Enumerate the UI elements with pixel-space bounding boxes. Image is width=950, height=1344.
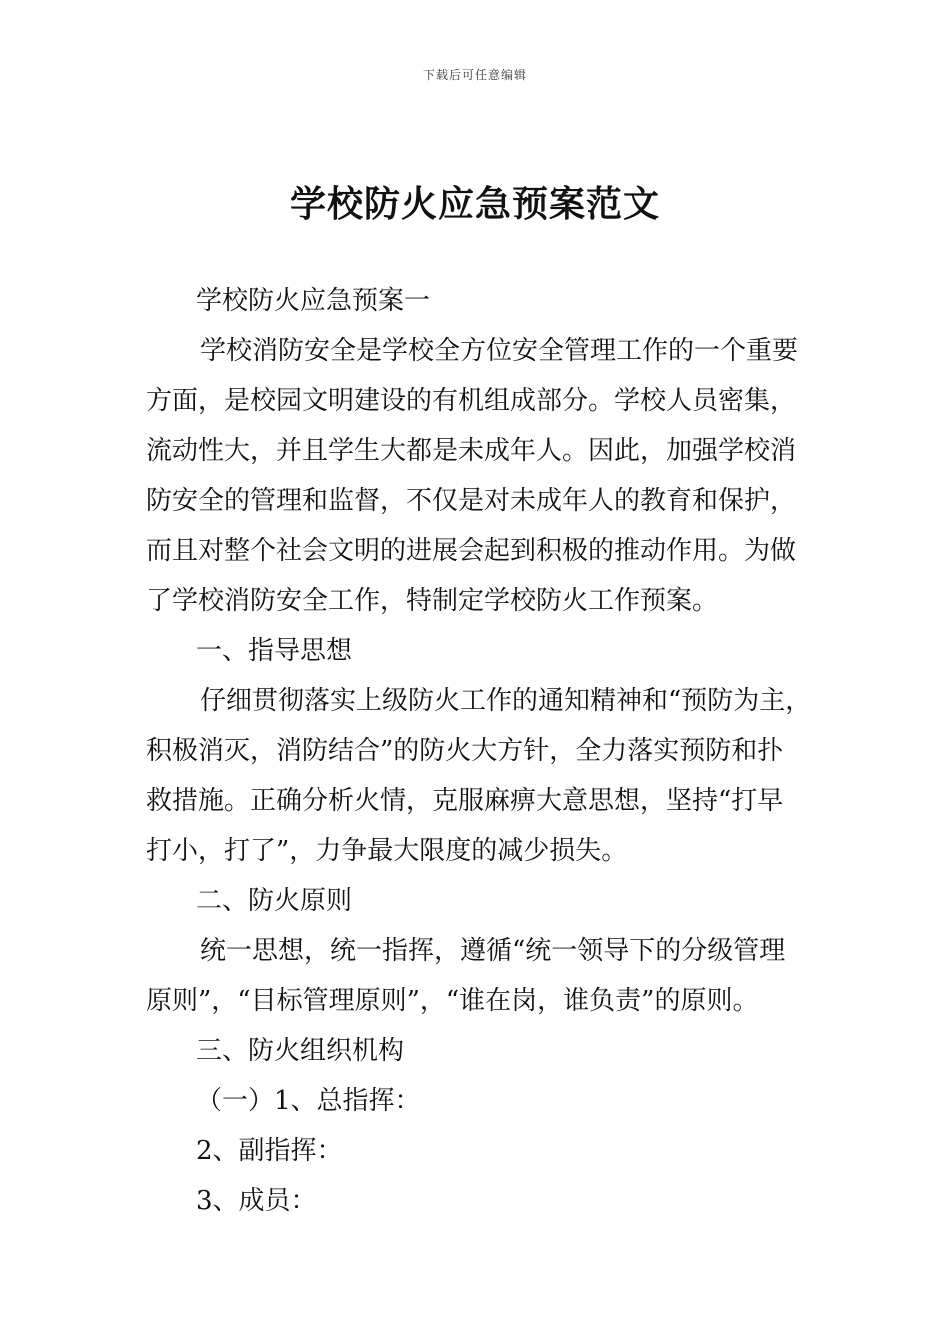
paragraph-line: 仔细贯彻落实上级防火工作的通知精神和“预防为主， xyxy=(200,686,812,716)
paragraph-line: 而且对整个社会文明的进展会起到积极的推动作用。为做 xyxy=(146,536,797,566)
list-item-deputy-commander: 2、副指挥： xyxy=(196,1136,343,1166)
document-title: 学校防火应急预案范文 xyxy=(289,184,660,225)
paragraph-line: 原则”，“目标管理原则”，“谁在岗，谁负责”的原则。 xyxy=(146,986,759,1016)
list-item-commander: （一）1、总指挥： xyxy=(196,1086,421,1116)
paragraph-line: 打小，打了”，力争最大限度的减少损失。 xyxy=(146,836,628,866)
paragraph-line: 救措施。正确分析火情，克服麻痹大意思想，坚持“打早 xyxy=(146,786,784,816)
section-heading-guiding-thought: 一、指导思想 xyxy=(196,636,353,666)
section-heading-principles: 二、防火原则 xyxy=(196,886,353,916)
paragraph-line: 了学校消防安全工作，特制定学校防火工作预案。 xyxy=(146,586,719,616)
paragraph-line: 方面，是校园文明建设的有机组成部分。学校人员密集， xyxy=(146,386,797,416)
paragraph-line: 积极消灭，消防结合”的防火大方针，全力落实预防和扑 xyxy=(146,736,784,766)
section-heading-plan-one: 学校防火应急预案一 xyxy=(196,286,431,316)
paragraph-line: 流动性大，并且学生大都是未成年人。因此，加强学校消 xyxy=(146,436,797,466)
paragraph-line: 学校消防安全是学校全方位安全管理工作的一个重要 xyxy=(200,336,799,366)
list-item-members: 3、成员： xyxy=(196,1186,317,1216)
paragraph-line: 防安全的管理和监督，不仅是对未成年人的教育和保护， xyxy=(146,486,797,516)
section-heading-organization: 三、防火组织机构 xyxy=(196,1036,405,1066)
paragraph-line: 统一思想，统一指挥，遵循“统一领导下的分级管理 xyxy=(200,936,786,966)
header-note: 下载后可任意编辑 xyxy=(422,68,527,82)
